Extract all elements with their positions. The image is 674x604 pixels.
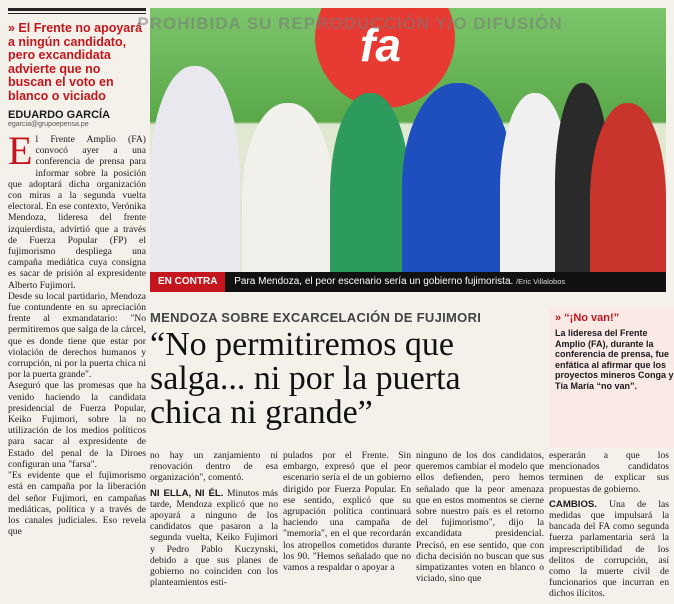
sidebar-text: La lideresa del Frente Amplio (FA), durante la conferencia de prensa, fue enfática al afirmar que los proyectos mineros Conga y Tía María “no van”. xyxy=(555,328,674,391)
subhead-cambios: CAMBIOS. xyxy=(549,498,597,510)
col2-text: pulados por el Frente. Sin embargo, expresó que el peor escenario sería el de un gobierno dirigido por Fuerza Popular. En ese sentido, explicó que su agrupación política continuará haciendo una campaña de "memoria", en el que recordarán los atropellos cometidos durante los 90. "Hemos señalado que no vamos a respaldar o apoyar a xyxy=(283,450,411,574)
paragraph-3: Aseguró que las promesas que ha venido haciendo la candidata presidencial de Fuerza Popular, Keiko Fujimori, sobre la no utilización de los medios políticos para sacar al expresidente de Estado del penal de la Diroes configuran una "farsa". xyxy=(8,380,146,470)
headline: “No permitiremos que salga... ni por la puerta chica ni grande” xyxy=(150,326,461,431)
col4-text-a: esperarán a que los mencionados candidatos terminen de explicar sus propuestas de gobierno. xyxy=(549,450,669,495)
author-email[interactable]: egarcia@grupoepensa.pe xyxy=(8,121,89,128)
col3-text: ninguno de los dos candidatos, queremos cambiar el modelo que ellos defienden, pero hemos señalado que la peor amenaza que en estos momentos se cierne sobre nuestro país es el retorno del fujimorismo", dijo la excandidata presidencial. Precisó, en ese sentido, que con dicha decisión no buscan que sus simpatizantes voten en blanco o viciado, sino que xyxy=(416,450,544,585)
subhead-ni-ella: NI ELLA, NI ÉL. xyxy=(150,487,224,499)
article-body-left xyxy=(8,128,146,538)
press-conference-photo xyxy=(150,8,666,292)
drop-cap: E xyxy=(8,128,33,173)
col4-text-b: Una de las medidas que impulsará la bancada del FA como segunda fuerza parlamentaria será la imprescriptibilidad de los delitos de corrupción, así como la muerte civil de funcionarios que incurran en dichos ilícitos. xyxy=(549,498,669,600)
sidebar-title: » “¡No van!” xyxy=(555,312,620,324)
column-2 xyxy=(283,450,411,577)
author-name: EDUARDO GARCÍA xyxy=(8,109,111,121)
photo-credit: /Eric Villalobos xyxy=(516,277,566,286)
paragraph-1: l Frente Amplio (FA) convocó ayer a una conferencia de prensa para informar sobre la posición que adoptará dicha organización con miras a la segunda vuelta electoral. En ese contexto, Verónika Mendoza, lideresa del frente izquierdista, advirtió que a través de Fuerza Popular (FP) el fujimorismo despliega una campaña mediática cuya consigna es sacar de prisión al expresidente Alberto Fujimori. xyxy=(8,134,146,291)
col1-text-b: Minutos más tarde, Mendoza explicó que no apoyará a ninguno de los candidatos que pasaron a la segunda vuelta, Keiko Fujimori y Pedro Pablo Kuczynski, debido a que sus planes de gobierno no coinciden con los planteamientos esti- xyxy=(150,487,278,589)
caption-text: Para Mendoza, el peor escenario sería un gobierno fujimorista. xyxy=(234,276,514,287)
sidebar-box xyxy=(549,306,674,448)
left-column xyxy=(8,8,146,598)
column-1 xyxy=(150,450,278,592)
deck-bullet: » El Frente no apoyará a ningún candidato, pero excandidata advierte que no buscan el voto en blanco o viciado xyxy=(8,21,143,103)
watermark: PROHIBIDA SU REPRODUCCIÓN Y/O DIFUSIÓN xyxy=(137,14,563,33)
photo-caption xyxy=(150,272,666,292)
column-3 xyxy=(416,450,544,588)
top-rule xyxy=(8,8,146,11)
paragraph-4: "Es evidente que el fujimorismo está en campaña por la liberación del señor Fujimori, en campañas mediáticas, política y a través de los canales judiciales. Eso revela que xyxy=(8,470,146,538)
kicker: MENDOZA SOBRE EXCARCELACIÓN DE FUJIMORI xyxy=(150,310,482,325)
caption-tag: EN CONTRA xyxy=(150,272,225,292)
col1-text-a: no hay un zanjamiento ni renovación dentro de esa organización", comentó. xyxy=(150,450,278,484)
paragraph-2: Desde su local partidario, Mendoza fue contundente en su apreciación frente al exmandatario: "No permitiremos que salga de la cárcel, que es donde tiene que estar por violación de derechos humanos y corrupción, ni por la puerta chica ni por la puerta grande". xyxy=(8,290,146,381)
party-logo: fa xyxy=(360,19,401,71)
column-4 xyxy=(549,450,669,604)
